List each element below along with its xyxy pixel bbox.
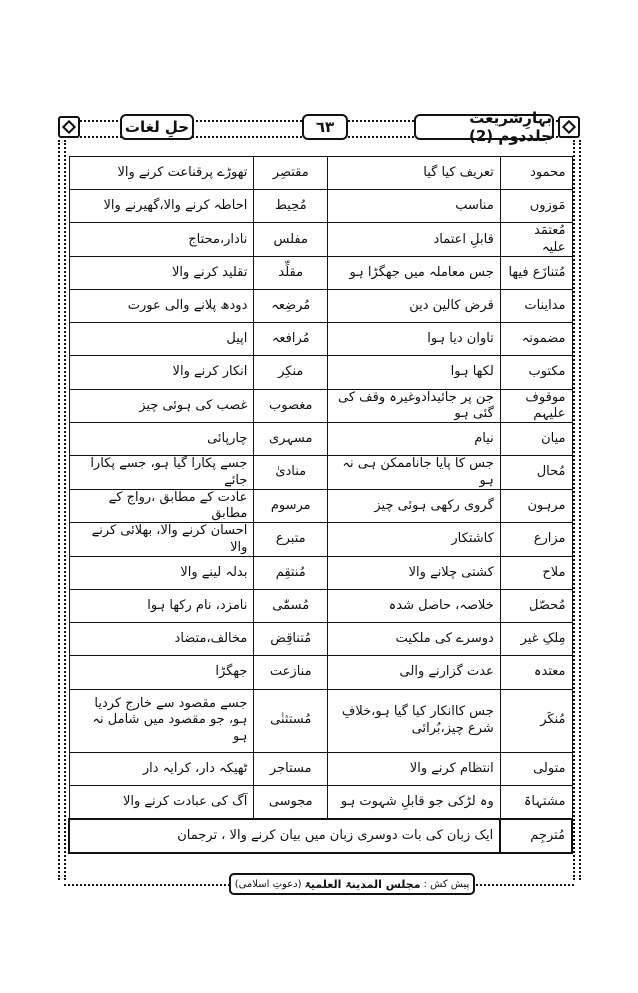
glossary-cell: موقوف علیہم: [500, 389, 572, 423]
glossary-cell: لکھا ہوا: [328, 356, 501, 389]
glossary-cell: غصب کی ہوئی چیز: [69, 389, 254, 423]
glossary-cell: جن پر جائیدادوغیرہ وقف کی گئی ہو: [328, 389, 501, 423]
publisher-box: [229, 873, 475, 895]
glossary-cell: احاطہ کرنے والا،گھیرنے والا: [69, 190, 254, 223]
glossary-cell: مُترجِم: [500, 819, 572, 853]
glossary-cell: جھگڑا: [69, 656, 254, 689]
glossary-cell: مزارع: [500, 523, 572, 557]
glossary-cell: آگ کی عبادت کرنے والا: [69, 785, 254, 819]
glossary-cell: مضمونہ: [500, 323, 572, 356]
glossary-cell: جس کاانکار کیا گیا ہو،خلافِ شرع چیز،بُرائی: [328, 689, 501, 752]
glossary-cell: دودھ پلانے والی عورت: [69, 290, 254, 323]
glossary-cell: منادیٰ: [254, 456, 328, 490]
glossary-cell: میان: [500, 423, 572, 456]
glossary-cell: نیام: [328, 423, 501, 456]
glossary-cell: مِلکِ غیر: [500, 623, 572, 656]
table-row: [69, 785, 572, 819]
glossary-cell: منازعت: [254, 656, 328, 689]
glossary-cell: جسے مقصود سے خارج کردیا ہو، جو مقصود میں شامل نہ ہو: [69, 689, 254, 752]
corner-ornament-icon: [58, 116, 80, 138]
table-row: [69, 819, 572, 853]
glossary-cell: مکتوب: [500, 356, 572, 389]
glossary-cell: کشتی چلانے والا: [328, 556, 501, 589]
glossary-cell: مقتصِر: [254, 157, 328, 190]
table-row: [69, 523, 572, 557]
table-row: [69, 323, 572, 356]
glossary-cell: متبرع: [254, 523, 328, 557]
glossary-cell: مُرافعہ: [254, 323, 328, 356]
glossary-cell: خلاصہ، حاصل شدہ: [328, 590, 501, 623]
table-row: [69, 356, 572, 389]
glossary-cell: مستاجر: [254, 752, 328, 785]
glossary-cell: مغصوب: [254, 389, 328, 423]
glossary-cell: مُرضِعہ: [254, 290, 328, 323]
glossary-cell: مُستثنٰی: [254, 689, 328, 752]
glossary-cell: اپیل: [69, 323, 254, 356]
glossary-cell: مُحِیط: [254, 190, 328, 223]
corner-ornament-icon: [558, 116, 580, 138]
org-name: مجلس المدینۃ العلمیۃ: [304, 877, 421, 891]
section-title: حلِ لغات: [120, 114, 194, 140]
glossary-cell: عادت کے مطابق ،رواج کے مطابق: [69, 489, 254, 523]
glossary-cell: مُحصّل: [500, 590, 572, 623]
glossary-cell: ایک زبان کی بات دوسری زبان میں بیان کرنے والا ، ترجمان: [69, 819, 500, 853]
border-line: [64, 140, 66, 880]
border-line: [58, 140, 60, 880]
table-row: [69, 656, 572, 689]
glossary-cell: محمود: [500, 157, 572, 190]
glossary-cell: انتظام کرنے والا: [328, 752, 501, 785]
book-title: بہارِشریعت جلددوم (2): [414, 114, 554, 140]
table-row: [69, 223, 572, 257]
table-row: [69, 389, 572, 423]
table-row: [69, 489, 572, 523]
table-row: [69, 456, 572, 490]
glossary-cell: معتدہ: [500, 656, 572, 689]
glossary-cell: مَوزوں: [500, 190, 572, 223]
table-row: [69, 423, 572, 456]
glossary-cell: مخالف،متضاد: [69, 623, 254, 656]
table-row: [69, 290, 572, 323]
glossary-cell: عدت گزارنے والی: [328, 656, 501, 689]
glossary-cell: وہ لڑکی جو قابلِ شہوت ہو: [328, 785, 501, 819]
glossary-cell: متولی: [500, 752, 572, 785]
glossary-cell: مُنکَر: [500, 689, 572, 752]
glossary-cell: مرہون: [500, 489, 572, 523]
glossary-cell: کاشتکار: [328, 523, 501, 557]
table-row: [69, 256, 572, 289]
glossary-cell: مُحال: [500, 456, 572, 490]
table-row: [69, 623, 572, 656]
glossary-cell: چارپائی: [69, 423, 254, 456]
glossary-cell: مقلِّد: [254, 256, 328, 289]
glossary-table: [68, 156, 573, 854]
border-line: [573, 140, 575, 880]
glossary-cell: گروی رکھی ہوئی چیز: [328, 489, 501, 523]
glossary-cell: مُعتمَد علیہ: [500, 223, 572, 257]
table-row: [69, 752, 572, 785]
glossary-body: [69, 157, 572, 854]
glossary-cell: مشتہاۃ: [500, 785, 572, 819]
glossary-cell: انکار کرنے والا: [69, 356, 254, 389]
glossary-cell: نادار،محتاج: [69, 223, 254, 257]
border-line: [579, 140, 581, 880]
glossary-cell: مُسمّٰی: [254, 590, 328, 623]
glossary-cell: تقلید کرنے والا: [69, 256, 254, 289]
glossary-cell: تعریف کیا گیا: [328, 157, 501, 190]
glossary-cell: جس کا پایا جاناممکن ہی نہ ہو: [328, 456, 501, 490]
page-header: [64, 109, 574, 145]
glossary-cell: قابلِ اعتماد: [328, 223, 501, 257]
glossary-cell: ٹھیکہ دار، کرایہ دار: [69, 752, 254, 785]
glossary-cell: جسے پکارا گیا ہو، جسے پکارا جائے: [69, 456, 254, 490]
glossary-cell: تھوڑے پرقناعت کرنے والا: [69, 157, 254, 190]
glossary-cell: مسہری: [254, 423, 328, 456]
org-sub: (دعوتِ اسلامی): [234, 878, 302, 890]
table-row: [69, 190, 572, 223]
glossary-cell: بدلہ لینے والا: [69, 556, 254, 589]
glossary-cell: مُتناقِض: [254, 623, 328, 656]
glossary-cell: قرض کالین دین: [328, 290, 501, 323]
glossary-cell: احسان کرنے والا، بھلائی کرنے والا: [69, 523, 254, 557]
glossary-cell: مناسب: [328, 190, 501, 223]
page-number: ٦٣: [302, 114, 348, 140]
glossary-cell: مُنتقِم: [254, 556, 328, 589]
table-row: [69, 689, 572, 752]
glossary-cell: نامزد، نام رکھا ہوا: [69, 590, 254, 623]
glossary-cell: دوسرے کی ملکیت: [328, 623, 501, 656]
table-row: [69, 556, 572, 589]
glossary-cell: مداینات: [500, 290, 572, 323]
table-row: [69, 157, 572, 190]
page-footer: [64, 872, 574, 898]
glossary-cell: مفلس: [254, 223, 328, 257]
table-row: [69, 590, 572, 623]
glossary-cell: مجوسی: [254, 785, 328, 819]
glossary-cell: مُتنازَع فیھا: [500, 256, 572, 289]
glossary-cell: تاوان دیا ہوا: [328, 323, 501, 356]
glossary-cell: مرسوم: [254, 489, 328, 523]
presenter-label: پیش کش :: [423, 878, 470, 890]
glossary-cell: جس معاملہ میں جھگڑا ہو: [328, 256, 501, 289]
glossary-cell: ملاح: [500, 556, 572, 589]
glossary-cell: منکِر: [254, 356, 328, 389]
